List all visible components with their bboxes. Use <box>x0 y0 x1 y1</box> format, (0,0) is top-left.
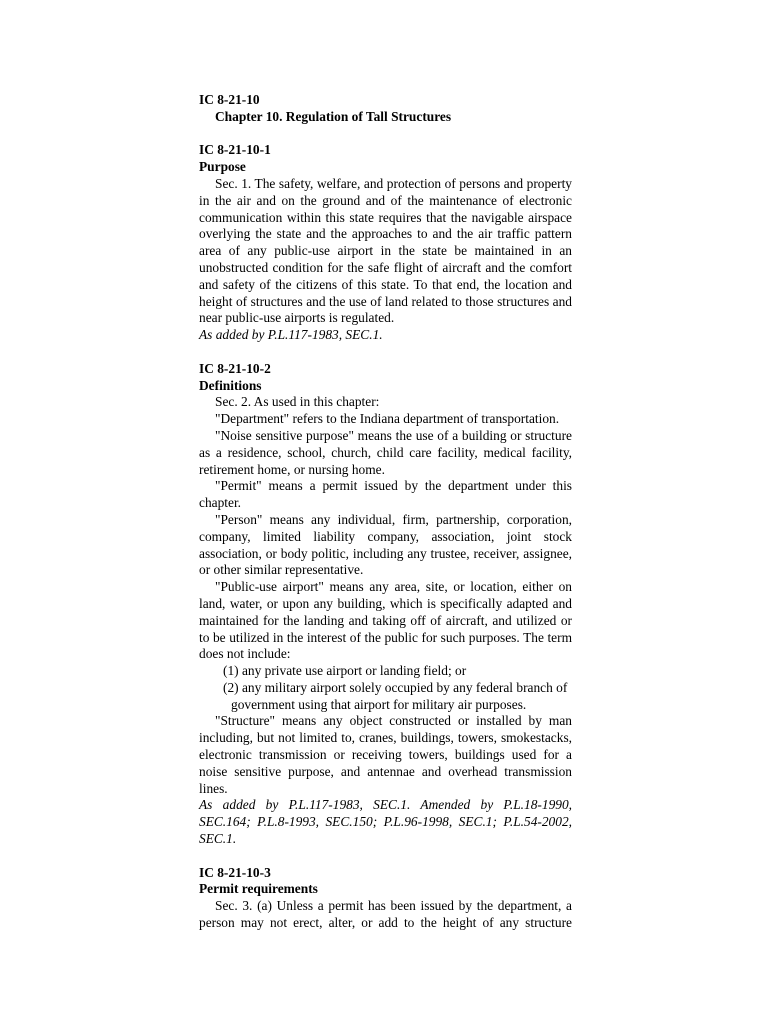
section-history: As added by P.L.117-1983, SEC.1. Amended by P.L.18-1990, SEC.164; P.L.8-1993, SEC.150; P.L.96-1998, SEC.1; P.L.54-2002, SEC.1. <box>199 797 572 847</box>
definition-permit: "Permit" means a permit issued by the department under this chapter. <box>199 478 572 511</box>
section-cite: IC 8-21-10-3 <box>199 864 271 880</box>
definition-structure: "Structure" means any object constructed or installed by man including, but not limited to, cranes, buildings, towers, smokestacks, electronic transmission or receiving towers, buildings used for a noise sensitive purpose, and antennae and overhead transmission lines. <box>199 713 572 796</box>
spacer <box>199 848 572 865</box>
section-paragraph: Sec. 1. The safety, welfare, and protection of persons and property in the air and on the ground and of the maintenance of electronic communication within this state requires that the navigable airspace overlying the state and the approaches to and the air traffic pattern area of any public-use airport in the state be maintained in an unobstructed condition for the safe flight of aircraft and the comfort and safety of the citizens of this state. To that end, the location and height of structures and the use of land related to those structures and near public-use airports is regulated. <box>199 175 572 326</box>
section-paragraph: Sec. 3. (a) Unless a permit has been issued by the department, a person may not erect, alter, or add to the height of any structure <box>199 898 572 931</box>
spacer <box>199 344 572 361</box>
statute-page <box>199 92 572 932</box>
section-title: Permit requirements <box>199 881 318 897</box>
section-history: As added by P.L.117-1983, SEC.1. <box>199 327 383 343</box>
definition-public-use-airport: "Public-use airport" means any area, site, or location, either on land, water, or upon any building, which is specifically adapted and maintained for the landing and taking off of aircraft, and utilized or to be utilized in the interest of the public for such purposes. The term does not include: <box>199 579 572 662</box>
section-cite: IC 8-21-10-1 <box>199 142 271 158</box>
chapter-cite: IC 8-21-10 <box>199 92 260 107</box>
definition-noise-sensitive-purpose: "Noise sensitive purpose" means the use of a building or structure as a residence, school, church, child care facility, medical facility, retirement home, or nursing home. <box>199 427 572 477</box>
section-8-21-10-3 <box>199 865 572 932</box>
section-8-21-10-1 <box>199 142 572 344</box>
list-item: (2) any military airport solely occupied by any federal branch of government using that airport for military air purposes. <box>223 679 568 712</box>
section-title: Definitions <box>199 377 262 393</box>
section-paragraph: Sec. 2. As used in this chapter: <box>215 394 380 410</box>
section-title: Purpose <box>199 159 246 175</box>
chapter-title: Chapter 10. Regulation of Tall Structures <box>215 108 452 124</box>
spacer <box>199 126 572 143</box>
definition-department: "Department" refers to the Indiana department of transportation. <box>215 411 560 427</box>
section-8-21-10-2 <box>199 361 572 848</box>
list-item: (1) any private use airport or landing field; or <box>223 663 467 679</box>
section-cite: IC 8-21-10-2 <box>199 360 271 376</box>
definition-person: "Person" means any individual, firm, partnership, corporation, company, limited liability company, association, joint stock association, or body politic, including any trustee, receiver, assignee, or other similar representative. <box>199 511 572 578</box>
